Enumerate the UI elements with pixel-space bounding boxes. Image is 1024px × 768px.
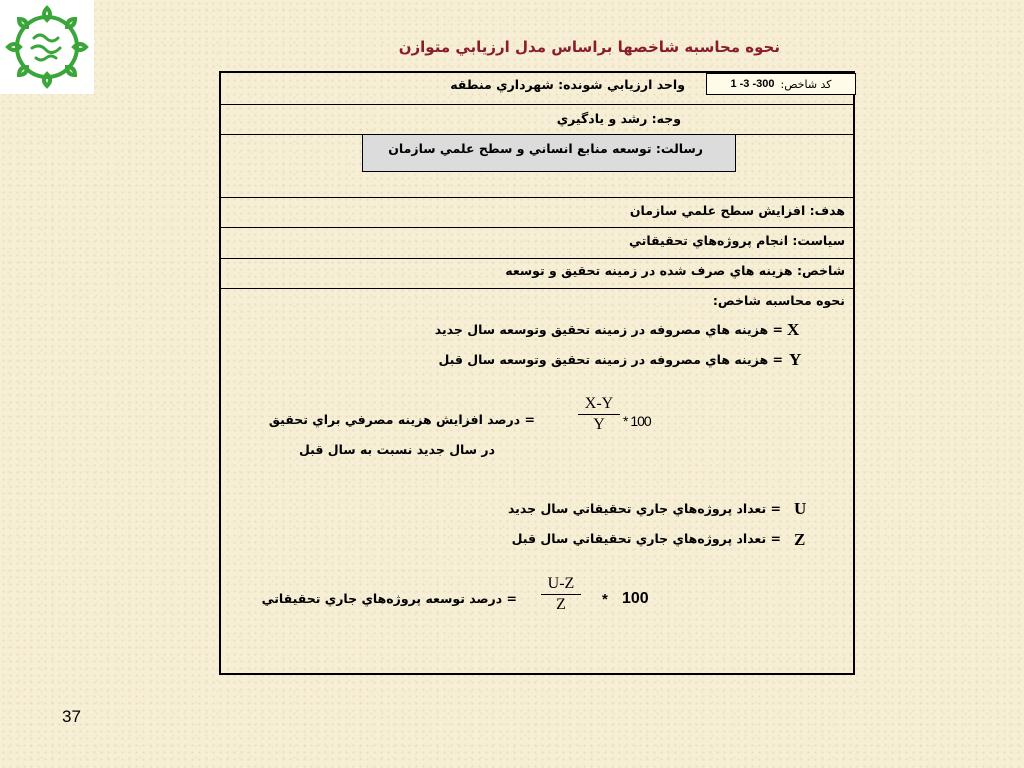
evaluated-unit: واحد ارزيابي شونده: شهرداري منطقه (450, 77, 685, 92)
formula2-numerator: U-Z (547, 575, 575, 592)
divider (221, 197, 853, 198)
z-symbol: Z (794, 530, 806, 549)
formula1-label-continued: در سال جديد نسبت به سال قبل (299, 442, 495, 457)
goal-field: هدف: افزايش سطح علمي سازمان (629, 203, 845, 218)
formula1-denominator: Y (593, 416, 605, 433)
formula2-fraction (541, 575, 581, 614)
formula1-numerator: X-Y (584, 395, 614, 412)
formula2-denominator: Z (556, 596, 566, 613)
formula2-star: * (602, 591, 608, 608)
indicator-code-box (706, 73, 856, 95)
indicator-form (219, 71, 855, 675)
z-definition: = تعداد پروژه‌هاي جاري تحقيقاتي سال قبل (511, 531, 781, 546)
divider (221, 227, 853, 228)
logo-emblem-icon (0, 0, 94, 94)
indicator-field: شاخص: هزينه هاي صرف شده در زمينه تحقيق و توسعه (505, 263, 845, 278)
mission-box (362, 134, 736, 172)
slide-title: نحوه محاسبه شاخصها براساس مدل ارزيابي متوازن (398, 38, 780, 56)
x-definition: = هزينه هاي مصروفه در زمينه تحقيق وتوسعه سال جديد (434, 322, 783, 337)
indicator-code-value: 1 -3 -300 (730, 78, 775, 90)
y-definition: = هزينه هاي مصروفه در زمينه تحقيق وتوسعه سال قبل (438, 352, 783, 367)
indicator-code-label: كد شاخص: (780, 77, 832, 91)
policy-field: سياست: انجام پروژه‌هاي تحقيقاتي (629, 233, 845, 248)
formula2-value: 100 (622, 590, 649, 607)
page-number: 37 (62, 707, 81, 726)
divider (221, 258, 853, 259)
fraction-bar (578, 414, 620, 415)
x-symbol: X (787, 320, 800, 339)
formula1-multiplier: * 100 (623, 413, 651, 429)
divider (221, 104, 853, 105)
fraction-bar (541, 594, 581, 595)
mission-field: رسالت: توسعه منابع انساني و سطح علمي سازمان (388, 141, 703, 156)
u-symbol: U (794, 499, 807, 518)
formula2-label: = درصد توسعه پروژه‌هاي جاري تحقيقاتي (261, 591, 517, 606)
divider (221, 288, 853, 289)
formula1-label: = درصد افزايش هزينه مصرفي براي تحقيق (268, 412, 535, 427)
tehran-municipality-logo (0, 0, 94, 94)
aspect-field: وجه: رشد و يادگيري (556, 111, 681, 126)
formula1-fraction (578, 395, 620, 434)
y-symbol: Y (789, 350, 802, 369)
u-definition: = تعداد پروژه‌هاي جاري تحقيقاتي سال جديد (507, 501, 781, 516)
calculation-heading: نحوه محاسبه شاخص: (712, 293, 845, 308)
